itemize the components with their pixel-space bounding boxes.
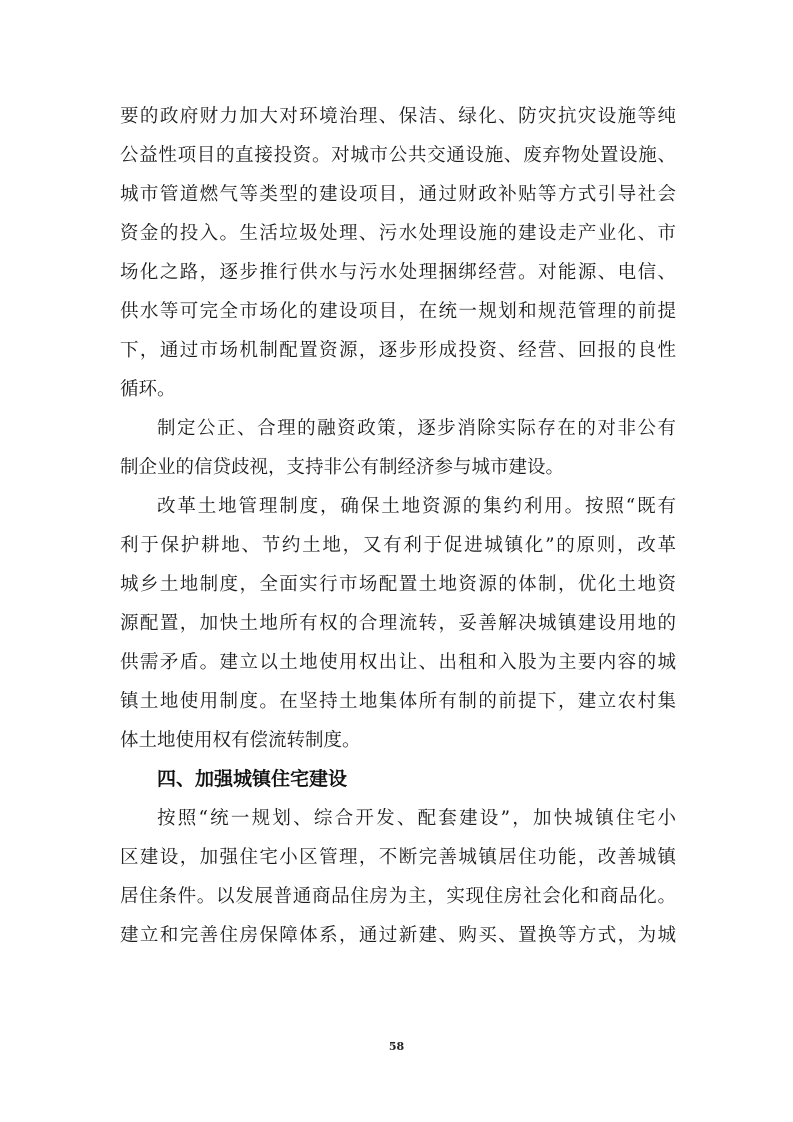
body-line: 居住条件。以发展普通商品住房为主，实现住房社会化和商品化。 xyxy=(120,886,676,907)
body-line: 源配置，加快土地所有权的合理流转，妥善解决城镇建设用地的 xyxy=(120,613,676,634)
paragraph-first-line: 改革土地管理制度，确保土地资源的集约利用。按照“既有 xyxy=(157,496,676,517)
body-line: 公益性项目的直接投资。对城市公共交通设施、废弃物处置设施、 xyxy=(120,145,676,166)
body-line: 供需矛盾。建立以土地使用权出让、出租和入股为主要内容的城 xyxy=(120,652,676,673)
page-number: 58 xyxy=(388,1040,405,1053)
body-line: 制企业的信贷歧视，支持非公有制经济参与城市建设。 xyxy=(120,457,565,478)
body-line: 场化之路，逐步推行供水与污水处理捆绑经营。对能源、电信、 xyxy=(120,262,676,283)
section-heading: 四、加强城镇住宅建设 xyxy=(157,768,348,790)
body-line: 供水等可完全市场化的建设项目，在统一规划和规范管理的前提 xyxy=(120,301,676,322)
body-line: 要的政府财力加大对环境治理、保洁、绿化、防灾抗灾设施等纯 xyxy=(120,106,676,127)
body-line: 建立和完善住房保障体系，通过新建、购买、置换等方式，为城 xyxy=(120,925,676,946)
page-body xyxy=(120,97,676,955)
paragraph-first-line: 制定公正、合理的融资政策，逐步消除实际存在的对非公有 xyxy=(157,418,676,439)
body-line: 城乡土地制度，全面实行市场配置土地资源的体制，优化土地资 xyxy=(120,574,676,595)
body-line: 下，通过市场机制配置资源，逐步形成投资、经营、回报的良性 xyxy=(120,340,676,361)
body-line: 循环。 xyxy=(120,379,176,400)
body-line: 城市管道燃气等类型的建设项目，通过财政补贴等方式引导社会 xyxy=(120,184,676,205)
body-line: 体土地使用权有偿流转制度。 xyxy=(120,730,361,751)
body-line: 利于保护耕地、节约土地，又有利于促进城镇化”的原则，改革 xyxy=(120,535,676,556)
body-line: 镇土地使用制度。在坚持土地集体所有制的前提下，建立农村集 xyxy=(120,691,676,712)
body-line: 资金的投入。生活垃圾处理、污水处理设施的建设走产业化、市 xyxy=(120,223,676,244)
body-line: 区建设，加强住宅小区管理，不断完善城镇居住功能，改善城镇 xyxy=(120,847,676,868)
paragraph-first-line: 按照“统一规划、综合开发、配套建设”，加快城镇住宅小 xyxy=(157,808,676,829)
